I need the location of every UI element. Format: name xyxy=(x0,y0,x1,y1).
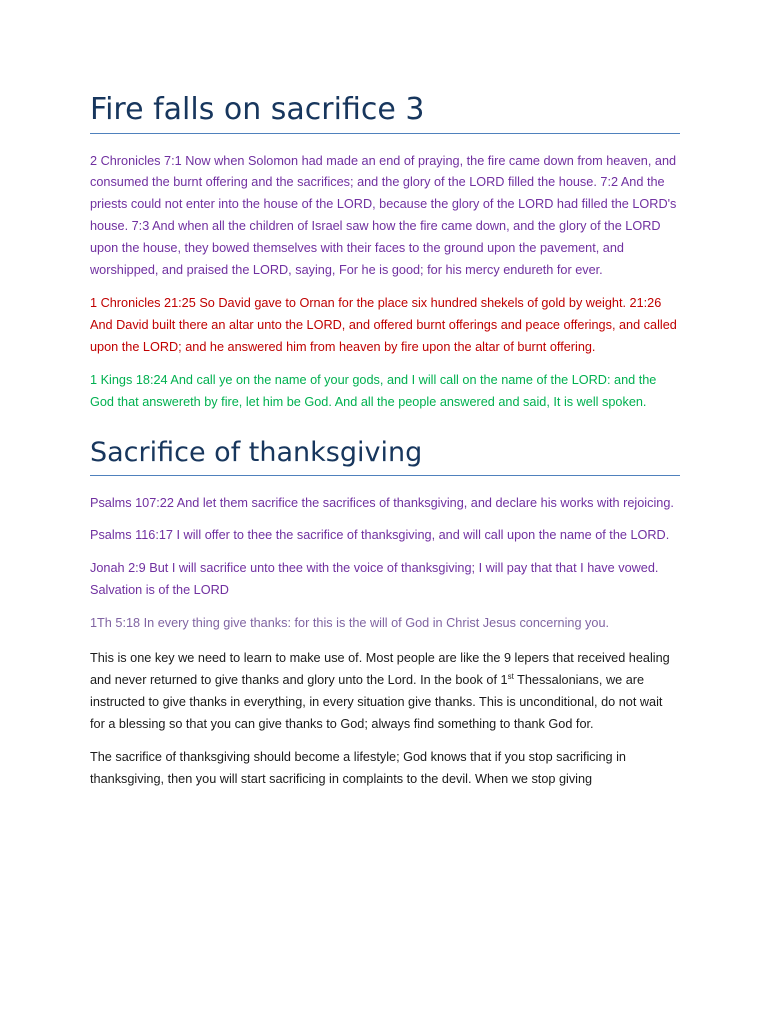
paragraph-psalms-116: Psalms 116:17 I will offer to thee the sacrifice of thanksgiving, and will call upon the name of the LORD. xyxy=(90,528,670,543)
ordinal-superscript: st xyxy=(507,671,514,681)
paragraph-psalms-107: Psalms 107:22 And let them sacrifice the sacrifices of thanksgiving, and declare his works with rejoicing. xyxy=(90,495,674,510)
paragraph-key-to-thanksgiving xyxy=(90,648,680,736)
heading-sacrifice-of-thanksgiving: Sacrifice of thanksgiving xyxy=(90,437,680,475)
paragraph-jonah: Jonah 2:9 But I will sacrifice unto thee with the voice of thanksgiving; I will pay that that I have vowed. Salvation is of the LORD xyxy=(90,561,659,598)
paragraph-2-chronicles: 2 Chronicles 7:1 Now when Solomon had made an end of praying, the fire came down from heaven, and consumed the burnt offering and the sacrifices; and the glory of the LORD filled the house. 7:2 And the priests could not enter into the house of the LORD, because the glory of the LORD had filled the LORD's house. 7:3 And when all the children of Israel saw how the fire came down, and the glory of the LORD upon the house, they bowed themselves with their faces to the ground upon the pavement, and worshipped, and praised the LORD, saying, For he is good; for his mercy endureth for ever. xyxy=(90,153,677,278)
paragraph-lifestyle: The sacrifice of thanksgiving should become a lifestyle; God knows that if you stop sacrificing in thanksgiving, then you will start sacrificing in complaints to the devil. When we stop giving xyxy=(90,749,626,786)
paragraph-1-thessalonians: 1Th 5:18 In every thing give thanks: for this is the will of God in Christ Jesus concerning you. xyxy=(90,616,610,631)
paragraph-1-chronicles: 1 Chronicles 21:25 So David gave to Ornan for the place six hundred shekels of gold by weight. 21:26 And David built there an altar unto the LORD, and offered burnt offerings and peace offerings, and called upon the LORD; and he answered him from heaven by fire upon the altar of burnt offering. xyxy=(90,295,677,354)
paragraph-text-end: Thessalonians, we are instructed to give thanks in everything, in every situation give thanks. This is unconditional, do not wait for a blessing so that you can give thanks to God; always find something to thank God for. xyxy=(90,672,663,731)
paragraph-text-start: This is one key we need to learn to make use of. Most people are like the 9 lepers that received healing and never returned to give thanks and glory unto the Lord. In the book of 1 xyxy=(90,651,670,687)
heading-fire-falls: Fire falls on sacrifice 3 xyxy=(90,93,680,134)
paragraph-1-kings: 1 Kings 18:24 And call ye on the name of your gods, and I will call on the name of the LORD: and the God that answereth by fire, let him be God. And all the people answered and said, It is well spoken. xyxy=(90,372,657,409)
document-page xyxy=(90,0,680,790)
